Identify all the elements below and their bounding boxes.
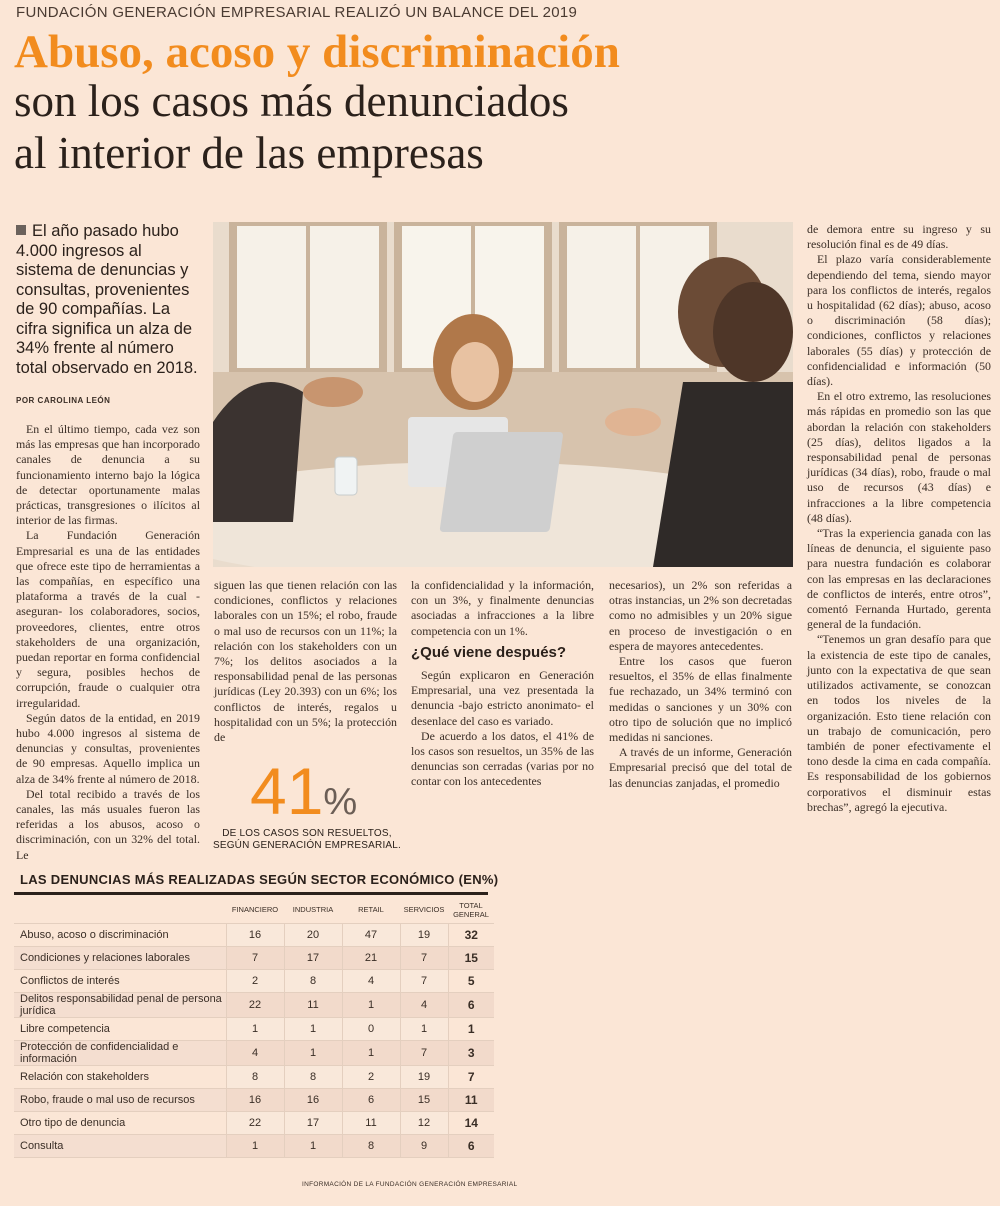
table-cell: 22 xyxy=(226,993,284,1018)
table-cell: 0 xyxy=(342,1018,400,1041)
big-stat-number: 41 xyxy=(250,754,324,828)
table-header-empty xyxy=(14,896,226,924)
meeting-photo xyxy=(213,222,793,567)
paragraph: El plazo varía considerablemente dependiendo del tema, siendo mayor para los conflictos de interés, regalos u hospitalidad (62 días); abuso, acoso o discriminación (58 días); condiciones, conflictos y relaciones laborales (55 días) y protección de confidencialidad e información (50 días). xyxy=(807,252,991,389)
table-cell: 16 xyxy=(226,924,284,947)
article-column-1 xyxy=(16,422,200,863)
paragraph: siguen las que tienen relación con las condiciones, conflictos y relaciones laborales con un 15%; el robo, fraude o mal uso de recursos con un 11%; la relación con los stakeholders con un 7%; los delitos asociados a la responsabilidad penal de las personas jurídicas (Ley 20.393) con un 6%; los conflictos de interés, regalos u hospitalidad con un 5%; la protección de xyxy=(214,578,397,745)
kicker: FUNDACIÓN GENERACIÓN EMPRESARIAL REALIZÓ UN BALANCE DEL 2019 xyxy=(16,4,578,21)
table-cell: 8 xyxy=(284,1066,342,1089)
table-row xyxy=(14,1041,494,1066)
table-cell: 1 xyxy=(284,1041,342,1066)
paragraph: Según explicaron en Generación Empresarial, una vez presentada la denuncia -bajo estricto anonimato- el desenlace del caso es variado. xyxy=(411,668,594,728)
row-label: Condiciones y relaciones laborales xyxy=(14,947,226,970)
table-title: LAS DENUNCIAS MÁS REALIZADAS SEGÚN SECTOR ECONÓMICO (EN%) xyxy=(20,872,499,887)
table-total-cell: 15 xyxy=(448,947,494,970)
row-label: Delitos responsabilidad penal de persona jurídica xyxy=(14,993,226,1018)
article-column-3 xyxy=(411,578,594,790)
table-cell: 11 xyxy=(284,993,342,1018)
table-cell: 1 xyxy=(284,1018,342,1041)
table-row xyxy=(14,947,494,970)
table-total-cell: 7 xyxy=(448,1066,494,1089)
table-header: RETAIL xyxy=(342,896,400,924)
row-label: Relación con stakeholders xyxy=(14,1066,226,1089)
table-row xyxy=(14,1018,494,1041)
table-cell: 20 xyxy=(284,924,342,947)
table-header: TOTAL GENERAL xyxy=(448,896,494,924)
row-label: Abuso, acoso o discriminación xyxy=(14,924,226,947)
table-row xyxy=(14,924,494,947)
table-cell: 6 xyxy=(342,1089,400,1112)
table-total-cell: 5 xyxy=(448,970,494,993)
table-cell: 1 xyxy=(284,1135,342,1158)
table-cell: 4 xyxy=(342,970,400,993)
table-header: FINANCIERO xyxy=(226,896,284,924)
table-cell: 7 xyxy=(400,970,448,993)
paragraph: En el último tiempo, cada vez son más las empresas que han incorporado canales de denuncia a su funcionamiento interno bajo la lógica de detectar oportunamente malas prácticas, transgresiones o ilícitos al interior de las firmas. xyxy=(16,422,200,528)
table-total-cell: 32 xyxy=(448,924,494,947)
table-cell: 21 xyxy=(342,947,400,970)
article-column-2 xyxy=(214,578,397,745)
paragraph: “Tras la experiencia ganada con las líneas de denuncia, el siguiente paso para nuestra fundación es colaborar con las empresas en las declaraciones de conflictos de interés, entre otros”, comentó Fernanda Hurtado, gerenta general de la fundación. xyxy=(807,526,991,632)
paragraph: Según datos de la entidad, en 2019 hubo 4.000 ingresos al sistema de denuncias y consultas, provenientes de 90 empresas. Aquello implica un alza de 34% frente al número de 2018. xyxy=(16,710,200,786)
headline-line-3: al interior de las empresas xyxy=(14,128,484,178)
headline-line-2: son los casos más denunciados xyxy=(14,76,569,126)
big-stat-caption: DE LOS CASOS SON RESUELTOS, SEGÚN GENERACIÓN EMPRESARIAL. xyxy=(212,828,402,851)
table-row xyxy=(14,1089,494,1112)
headline-line-1: Abuso, acoso y discriminación xyxy=(14,26,620,78)
byline: POR CAROLINA LEÓN xyxy=(16,396,111,405)
row-label: Robo, fraude o mal uso de recursos xyxy=(14,1089,226,1112)
table-title-rule xyxy=(14,892,488,895)
table-header: INDUSTRIA xyxy=(284,896,342,924)
paragraph: Del total recibido a través de los canales, las más usuales fueron las referidas a los abusos, acoso o discriminación, con un 32% del total. Le xyxy=(16,786,200,862)
table-cell: 19 xyxy=(400,1066,448,1089)
table-row xyxy=(14,1066,494,1089)
table-cell: 1 xyxy=(342,993,400,1018)
table-cell: 2 xyxy=(226,970,284,993)
table-cell: 1 xyxy=(342,1041,400,1066)
row-label: Consulta xyxy=(14,1135,226,1158)
paragraph: de demora entre su ingreso y su resolución final es de 49 días. xyxy=(807,222,991,252)
paragraph: De acuerdo a los datos, el 41% de los casos son resueltos, un 35% de las denuncias son cerradas (varias por no contar con los antecedentes xyxy=(411,728,594,789)
table-row xyxy=(14,1112,494,1135)
table-row xyxy=(14,970,494,993)
table-cell: 7 xyxy=(226,947,284,970)
table-cell: 4 xyxy=(226,1041,284,1066)
paragraph: La Fundación Generación Empresarial es una de las entidades que ofrece este tipo de herramientas a las compañías, en específico una plataforma a través de la cual -aseguran- los colaboradores, socios, proveedores, clientes, entre otros stakeholders de una organización, puedan reportar en forma confidencial y segura, posibles hechos de corrupción, fraude o cualquier otra irregularidad. xyxy=(16,528,200,710)
table-cell: 7 xyxy=(400,1041,448,1066)
table-cell: 1 xyxy=(400,1018,448,1041)
table-cell: 12 xyxy=(400,1112,448,1135)
table-cell: 1 xyxy=(226,1135,284,1158)
table-cell: 8 xyxy=(284,970,342,993)
table-total-cell: 6 xyxy=(448,993,494,1018)
denuncias-table xyxy=(14,896,494,1158)
row-label: Otro tipo de denuncia xyxy=(14,1112,226,1135)
paragraph: la confidencialidad y la información, con un 3%, y finalmente denuncias asociadas a infracciones a la libre competencia con un 1%. xyxy=(411,578,594,638)
table-cell: 19 xyxy=(400,924,448,947)
table-cell: 9 xyxy=(400,1135,448,1158)
subhead: ¿Qué viene después? xyxy=(411,643,567,661)
table-cell: 1 xyxy=(226,1018,284,1041)
table-cell: 4 xyxy=(400,993,448,1018)
row-label: Protección de confidencialidad e información xyxy=(14,1041,226,1066)
row-label: Conflictos de interés xyxy=(14,970,226,993)
table-cell: 2 xyxy=(342,1066,400,1089)
table-row xyxy=(14,993,494,1018)
table-cell: 22 xyxy=(226,1112,284,1135)
table-cell: 7 xyxy=(400,947,448,970)
table-cell: 15 xyxy=(400,1089,448,1112)
paragraph: “Tenemos un gran desafío para que la existencia de este tipo de canales, junto con la expectativa de que sean utilizados activamente, se conozcan en todos los niveles de la organización. Esto tiene relación con un trabajo de comunicación, pero también de poner efectivamente el tono desde la cima en cada compañía. Es responsabilidad de los gobiernos corporativos el disminuir estas brechas”, agregó la ejecutiva. xyxy=(807,632,991,814)
table-total-cell: 3 xyxy=(448,1041,494,1066)
table-cell: 11 xyxy=(342,1112,400,1135)
table-total-cell: 1 xyxy=(448,1018,494,1041)
table-header-row xyxy=(14,896,494,924)
table-total-cell: 6 xyxy=(448,1135,494,1158)
lead-text: El año pasado hubo 4.000 ingresos al sistema de denuncias y consultas, provenientes de 90 compañías. La cifra significa un alza de 34% frente al número total observado en 2018. xyxy=(16,222,198,377)
bullet-square-icon xyxy=(16,225,26,235)
table-cell: 8 xyxy=(342,1135,400,1158)
table-cell: 17 xyxy=(284,947,342,970)
meeting-photo-illustration xyxy=(213,222,793,567)
paragraph: Entre los casos que fueron resueltos, el 35% de ellas finalmente fue rechazado, un 34% terminó con medidas o sanciones y un 30% con otro tipo de solución que no implicó medidas ni sanciones. xyxy=(609,654,792,745)
table-cell: 8 xyxy=(226,1066,284,1089)
table-cell: 16 xyxy=(226,1089,284,1112)
big-stat xyxy=(250,754,358,835)
big-stat-unit: % xyxy=(323,781,358,823)
paragraph: necesarios), un 2% son referidas a otras instancias, un 2% son decretadas como no admisibles y un 20% sigue en proceso de investigación o en espera de mayores antecedentes. xyxy=(609,578,792,653)
row-label: Libre competencia xyxy=(14,1018,226,1041)
table-cell: 47 xyxy=(342,924,400,947)
paragraph: A través de un informe, Generación Empresarial precisó que del total de las denuncias zanjadas, el promedio xyxy=(609,745,792,790)
table-total-cell: 14 xyxy=(448,1112,494,1135)
table-source: INFORMACIÓN DE LA FUNDACIÓN GENERACIÓN EMPRESARIAL xyxy=(302,1181,518,1188)
article-column-4 xyxy=(609,578,792,791)
article-column-5 xyxy=(807,222,991,815)
table-row xyxy=(14,1135,494,1158)
table-total-cell: 11 xyxy=(448,1089,494,1112)
lead-paragraph xyxy=(16,222,199,378)
table-cell: 16 xyxy=(284,1089,342,1112)
table-cell: 17 xyxy=(284,1112,342,1135)
paragraph: En el otro extremo, las resoluciones más rápidas en promedio son las que abordan la relación con stakeholders (25 días), delitos ligados a la responsabilidad penal de personas jurídicas (34 días), robo, fraude o mal uso de recursos (43 días) e infracciones a la libre competencia (48 días). xyxy=(807,389,991,525)
table-header: SERVICIOS xyxy=(400,896,448,924)
